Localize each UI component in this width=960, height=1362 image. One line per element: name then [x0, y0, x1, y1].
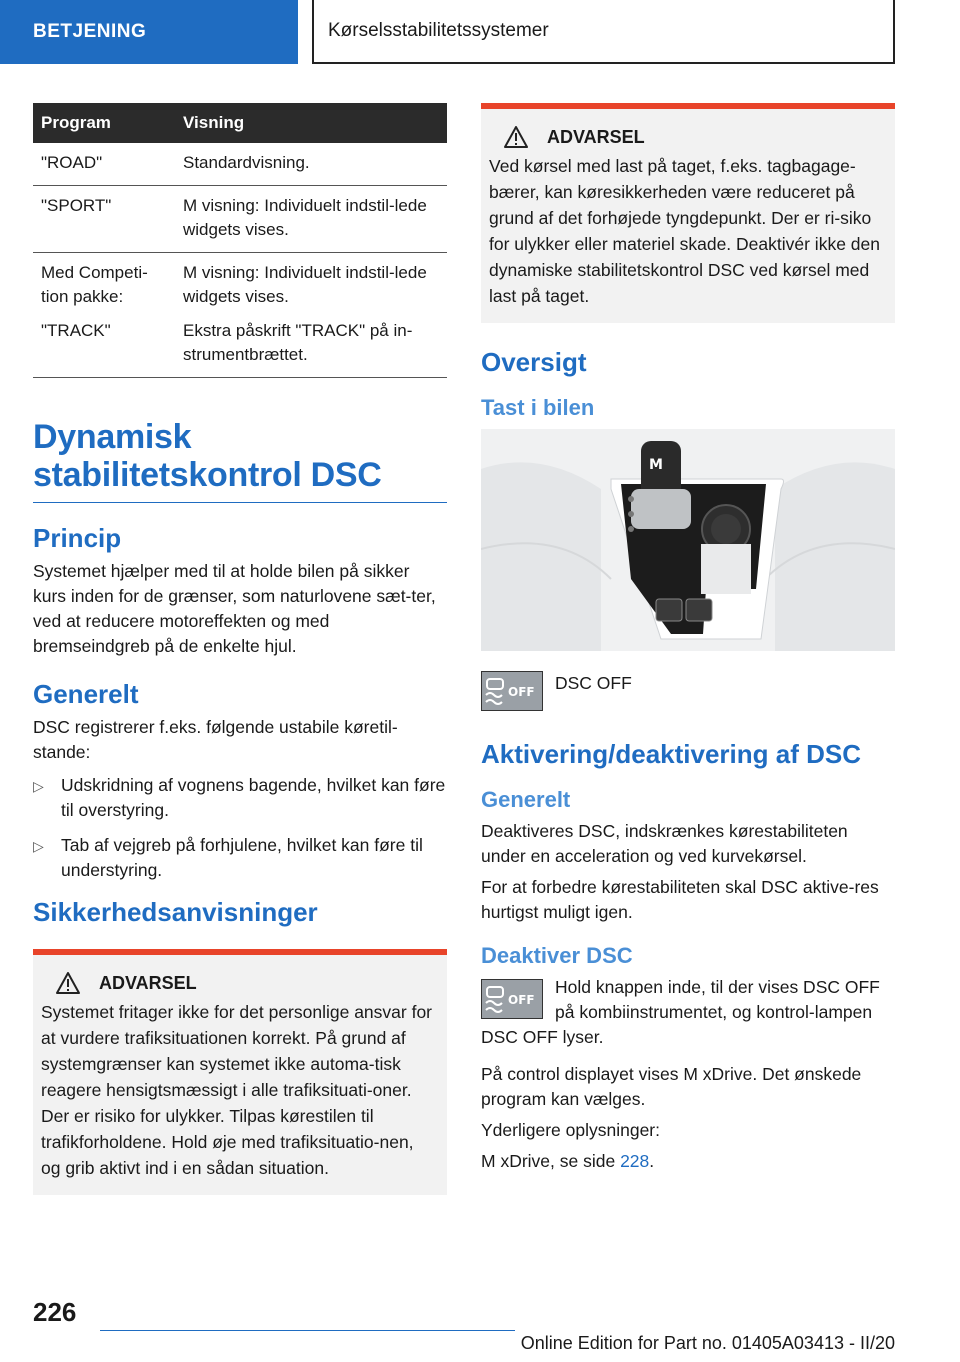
warning-title-text: ADVARSEL — [99, 972, 197, 993]
dsc-off-row — [481, 671, 895, 711]
deactivate-heading: Deaktiver DSC — [481, 943, 633, 968]
warning-box — [481, 103, 895, 323]
safety-heading: Sikkerhedsanvisninger — [33, 897, 318, 927]
dsc-off-icon — [481, 979, 543, 1019]
deactivate-text: Hold knappen inde, til der vises DSC OFF på kombiinstrumentet, og kontrol-lampen DSC OFF lyser. — [481, 977, 880, 1047]
condition-list — [33, 773, 447, 883]
table-header-row — [33, 103, 447, 143]
section-tab: BETJENING — [0, 0, 298, 64]
activation-heading: Aktivering/deaktivering af DSC — [481, 739, 861, 769]
warning-icon — [55, 971, 81, 995]
warning-icon — [503, 125, 529, 149]
list-item — [33, 773, 447, 823]
table-row — [33, 143, 447, 186]
list-item-text: Udskridning af vognens bagende, hvilket kan føre til overstyring. — [61, 775, 446, 820]
list-item — [33, 833, 447, 883]
general-heading: Generelt — [33, 679, 139, 709]
page-title: Dynamisk stabilitetskontrol DSC — [33, 418, 447, 503]
table-cell-display: Standardvisning. — [175, 143, 447, 186]
right-column — [481, 103, 895, 1180]
warning-box — [33, 949, 447, 1195]
page-228-link[interactable]: 228 — [620, 1151, 650, 1171]
button-heading: Tast i bilen — [481, 395, 595, 420]
table-header-display: Visning — [175, 103, 447, 143]
table-cell-program: "SPORT" — [33, 186, 175, 253]
dsc-off-icon-label: OFF — [508, 993, 535, 1007]
footer-edition: Online Edition for Part no. 01405A03413 - II/20 — [515, 1330, 895, 1356]
warning-title — [489, 125, 883, 149]
overview-heading: Oversigt — [481, 347, 587, 377]
warning-title-text: ADVARSEL — [547, 126, 645, 147]
m-logo: M — [649, 457, 663, 473]
general-text: DSC registrerer f.eks. følgende ustabile køretil-stande: — [33, 717, 398, 762]
xdrive-ref-suffix: . — [649, 1151, 655, 1171]
general-text-2: For at forbedre kørestabiliteten skal DSC aktive-res hurtigst muligt igen. — [481, 877, 879, 922]
xdrive-ref-prefix: M xDrive, se side — [481, 1151, 621, 1171]
principle-text: Systemet hjælper med til at holde bilen på sikker kurs inden for de grænser, som naturlovene sæt-ter, ved at reducere motoreffekten og med bremseindgreb på de enkelte hjul. — [33, 561, 436, 656]
table-row — [33, 186, 447, 253]
left-column — [33, 103, 447, 1195]
warning-text: Ved kørsel med last på taget, f.eks. tagbagage-bærer, kan køresikkerheden være reduceret på grund af det forhøjede tyngdepunkt. Der er ri-siko for ulykker eller materiel skade. Deaktivér ikke den dynamiske stabilitetskontrol DSC ved kørsel med last på taget. — [489, 156, 880, 306]
dsc-off-label: DSC OFF — [555, 673, 632, 693]
center-console-photo — [481, 429, 895, 651]
general-heading-right: Generelt — [481, 787, 571, 812]
control-display-text: På control displayet vises M xDrive. Det ønskede program kan vælges. — [481, 1064, 862, 1109]
xdrive-reference — [481, 1149, 895, 1174]
table-row — [33, 253, 447, 320]
general-text-1: Deaktiveres DSC, indskrænkes kørestabiliteten under en acceleration og ved kurvekørsel. — [481, 821, 848, 866]
principle-heading: Princip — [33, 523, 122, 553]
table-cell-program: Med Competi-tion pakke: — [41, 263, 148, 306]
triangle-bullet-icon: ▷ — [33, 838, 44, 854]
list-item-text: Tab af vejgreb på forhjulene, hvilket kan føre til understyring. — [61, 835, 423, 880]
warning-text: Systemet fritager ikke for det personlige ansvar for at vurdere trafiksituationen korrekt. På grund af systemgrænser kan systemet ikke automa-tisk reagere hensigtsmæssigt i alle trafiksituati-oner. Der er risiko for ulykker. Tilpas kørestilen til trafikforholdene. Hold øje med trafiksituatio-nen, og grib aktivt ind i en sådan situation. — [41, 1002, 433, 1178]
more-info-label: Yderligere oplysninger: — [481, 1120, 660, 1140]
table-cell-display: M visning: Individuelt indstil-lede widgets vises. — [175, 186, 447, 253]
table-header-program: Program — [33, 103, 175, 143]
warning-title — [41, 971, 435, 995]
table-cell-program: "ROAD" — [33, 143, 175, 186]
page-number: 226 — [33, 1297, 77, 1327]
program-table — [33, 103, 447, 378]
dsc-off-icon-label: OFF — [508, 685, 535, 699]
table-row — [33, 319, 447, 378]
triangle-bullet-icon: ▷ — [33, 778, 44, 794]
dsc-off-icon — [481, 671, 543, 711]
table-cell-display: Ekstra påskrift "TRACK" på in-strumentbrættet. — [175, 319, 447, 378]
table-cell-program: "TRACK" — [33, 319, 175, 378]
chapter-title: Kørselsstabilitetssystemer — [312, 0, 895, 64]
table-cell-display: M visning: Individuelt indstil-lede widgets vises. — [183, 263, 427, 306]
deactivate-block — [481, 975, 895, 1050]
